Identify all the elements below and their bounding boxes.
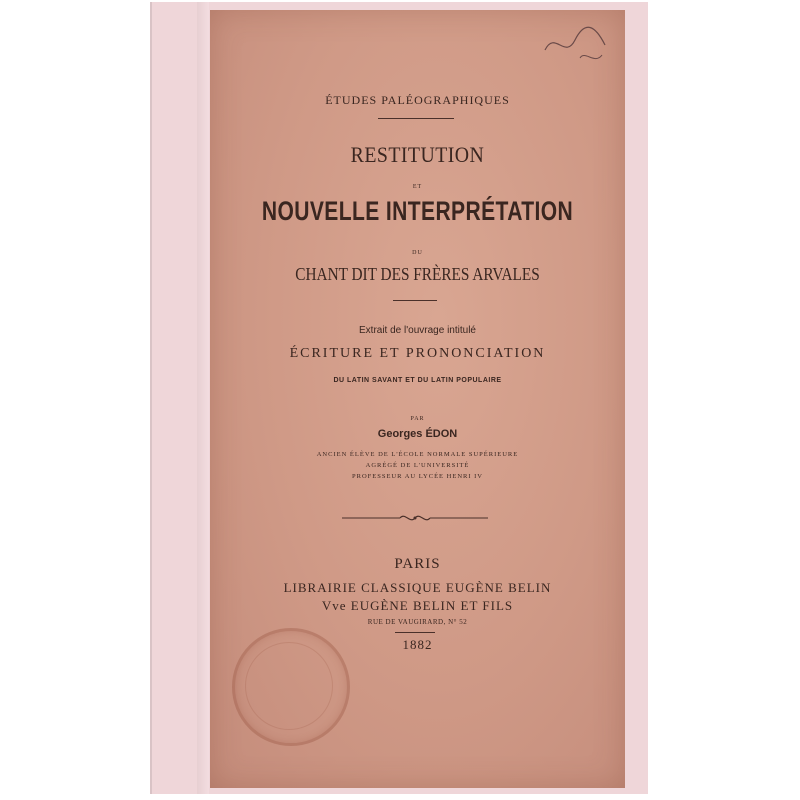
divider-rule [395,632,435,633]
title-line-1: RESTITUTION [350,142,485,167]
divider-rule [378,118,454,119]
title-line-2: NOUVELLE INTERPRÉTATION [261,196,574,226]
par-label: PAR [410,416,425,422]
work-subtitle: DU LATIN SAVANT ET DU LATIN POPULAIRE [333,377,502,384]
author-credential: PROFESSEUR AU LYCÉE HENRI IV [352,473,483,480]
sheet-fold [197,2,209,794]
series-title: ÉTUDES PALÉOGRAPHIQUES [325,93,510,107]
publisher-line-1: LIBRAIRIE CLASSIQUE EUGÈNE BELIN [283,580,552,595]
author-name: Georges ÉDON [377,428,458,440]
connector-et: ET [412,184,423,190]
ornament-icon [340,510,490,526]
handwritten-mark [540,20,610,70]
author-credential: ANCIEN ÉLÈVE DE L'ÉCOLE NORMALE SUPÉRIEURE [316,451,519,458]
publisher-line-2: Vve EUGÈNE BELIN ET FILS [321,598,514,613]
ring-stain-inner [245,642,333,730]
publication-year: 1882 [402,637,433,652]
connector-du: DU [412,250,423,256]
divider-rule [393,300,437,301]
publisher-address: RUE DE VAUGIRARD, N° 52 [367,618,468,626]
work-title: ÉCRITURE ET PRONONCIATION [289,346,546,361]
author-credential: AGRÉGÉ DE L'UNIVERSITÉ [365,462,470,469]
publication-city: PARIS [394,556,441,572]
title-line-3: CHANT DIT DES FRÈRES ARVALES [295,264,540,284]
extract-intro: Extrait de l'ouvrage intitulé [359,325,476,336]
